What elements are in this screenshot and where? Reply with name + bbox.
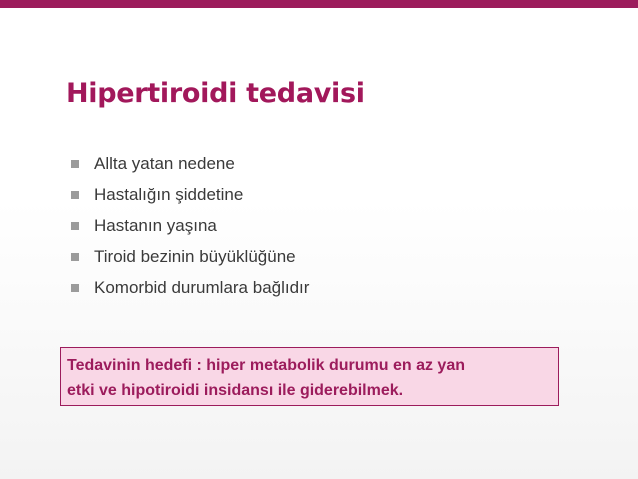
bullet-text: Komorbid durumlara bağlıdır — [94, 277, 310, 297]
list-item — [71, 272, 309, 303]
bullet-list — [71, 148, 309, 303]
slide-title: Hipertiroidi tedavisi — [66, 78, 365, 109]
treatment-goal-box — [60, 347, 559, 406]
bullet-text: Hastalığın şiddetine — [94, 184, 244, 204]
list-item — [71, 210, 309, 241]
goal-line-2: etki ve hipotiroidi insidansı ile giderebilmek. — [67, 382, 404, 399]
square-bullet-icon — [71, 284, 79, 292]
square-bullet-icon — [71, 222, 79, 230]
goal-line-1: Tedavinin hedefi : hiper metabolik durumu en az yan — [67, 357, 465, 374]
list-item — [71, 241, 309, 272]
treatment-goal-text — [67, 353, 554, 403]
list-item — [71, 148, 309, 179]
bullet-text: Allta yatan nedene — [94, 153, 235, 173]
list-item — [71, 179, 309, 210]
bullet-text: Tiroid bezinin büyüklüğüne — [94, 246, 296, 266]
bullet-text: Hastanın yaşına — [94, 215, 217, 235]
square-bullet-icon — [71, 253, 79, 261]
square-bullet-icon — [71, 160, 79, 168]
square-bullet-icon — [71, 191, 79, 199]
top-accent-bar — [0, 0, 638, 8]
